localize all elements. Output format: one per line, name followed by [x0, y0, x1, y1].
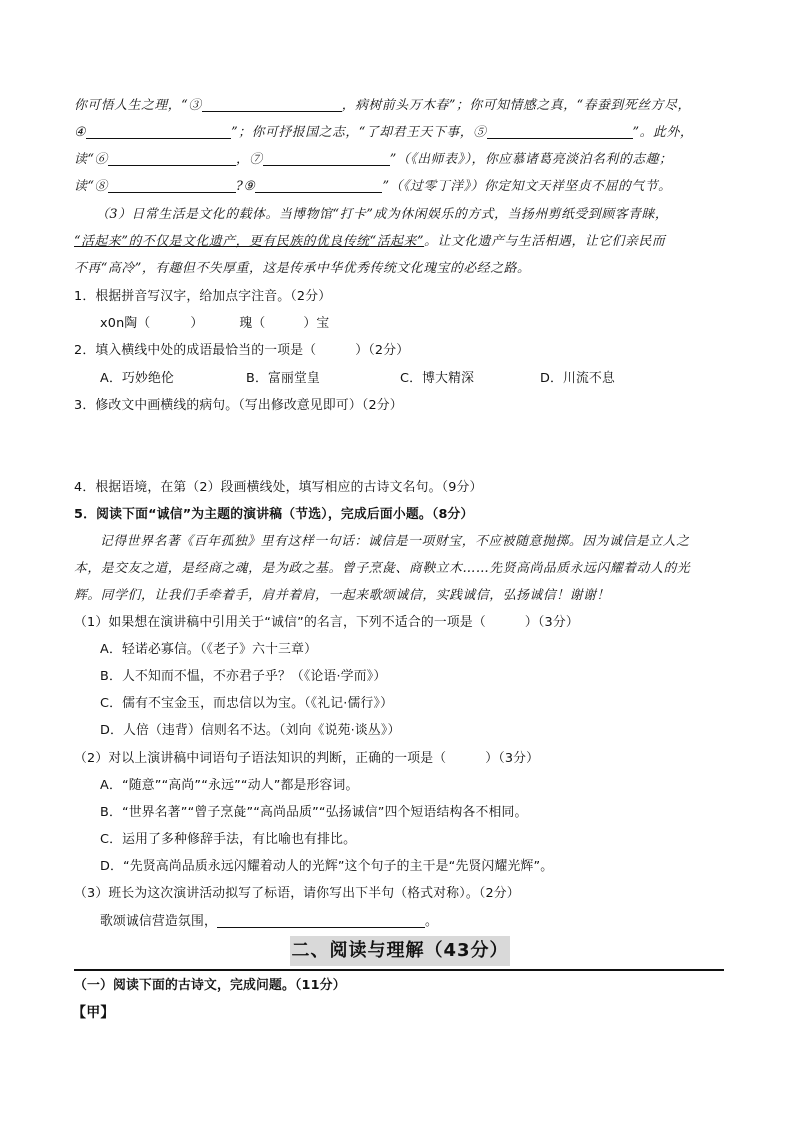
poem-fill-text: ，病树前头万木春”；你可知情感之真，“春蚕到死丝方尽， — [341, 98, 691, 113]
char-item-end: ）宝 — [303, 316, 330, 331]
poem-fill-line-4 — [74, 175, 724, 199]
slogan-end-mark: 。 — [424, 914, 438, 929]
sub-question-2-option-d[interactable]: D．“先贤高尚品质永远闪耀着动人的光辉”这个句子的主干是“先贤闪耀光辉”。 — [100, 859, 554, 874]
answer-blank-5[interactable] — [487, 122, 633, 139]
section-2-title: 二、阅读与理解（43分） — [290, 936, 510, 966]
poem-fill-text: ④ — [74, 125, 87, 140]
section-2-subheading: （一）阅读下面的古诗文，完成问题。（11分） — [74, 978, 346, 993]
option-c[interactable]: C．博大精深 — [400, 371, 475, 386]
section-2-header — [74, 936, 724, 970]
underlined-sentence: “活起来”的不仅是文化遗产，更有民族的优良传统“活起来” — [74, 234, 425, 249]
speech-line-2: 本，是交友之道，是经商之魂，是为政之基。曾子烹彘、商鞅立木……先贤高尚品质永远闪耀着动人的光 — [74, 561, 691, 576]
option-b[interactable]: B．富丽堂皇 — [246, 371, 320, 386]
slogan-line — [100, 910, 750, 934]
question-1-items — [100, 312, 750, 336]
paren-close: ） — [190, 316, 204, 331]
sub-question-2-stem: （2）对以上演讲稿中词语句子语法知识的判断，正确的一项是（ ）（3分） — [74, 751, 540, 766]
option-a[interactable]: A．巧妙绝伦 — [100, 371, 174, 386]
sub-question-3-stem: （3）班长为这次演讲活动拟写了标语，请你写出下半句（格式对称）。（2分） — [74, 886, 520, 901]
slogan-first-half: 歌颂诚信营造氛围， — [100, 914, 217, 929]
answer-blank-7[interactable] — [263, 149, 390, 166]
poem-fill-text: 你可悟人生之理，“③ — [74, 98, 202, 113]
question-3-stem: 3．修改文中画横线的病句。（写出修改意见即可）（2分） — [74, 398, 403, 413]
poem-fill-text: ”（《过零丁洋》）你定知文天祥坚贞不屈的气节。 — [382, 179, 672, 194]
poem-fill-line-3 — [74, 148, 724, 172]
speech-line-3: 辉。同学们，让我们手牵着手，肩并着肩，一起来歌颂诚信，实践诚信，弘扬诚信！谢谢！ — [74, 588, 610, 603]
poem-fill-text: ?⑨ — [235, 179, 256, 194]
question-1-stem: 1．根据拼音写汉字，给加点字注音。（2分） — [74, 289, 332, 304]
question-2-stem: 2．填入横线中处的成语最恰当的一项是（ ）（2分） — [74, 343, 410, 358]
answer-blank-4[interactable] — [86, 122, 231, 139]
poem-fill-text: ，⑦ — [235, 152, 263, 167]
answer-blank-9[interactable] — [255, 176, 382, 193]
sub-question-1-option-c[interactable]: C．儒有不宝金玉，而忠信以为宝。（《礼记·儒行》） — [100, 696, 394, 711]
poem-fill-text: 读“⑥ — [74, 152, 108, 167]
passage-label-jia: 【甲】 — [72, 1005, 115, 1021]
para3-line-2 — [74, 230, 724, 254]
slogan-answer-blank[interactable] — [217, 911, 425, 928]
answer-blank-8[interactable] — [108, 176, 236, 193]
para3-line-1: （3）日常生活是文化的载体。当博物馆“打卡”成为休闲娱乐的方式，当扬州剪纸受到顾客青睐， — [96, 207, 669, 222]
poem-fill-text: ”；你可抒报国之志，“了却君王天下事，⑤ — [231, 125, 487, 140]
sub-question-1-option-a[interactable]: A．轻诺必寡信。（《老子》六十三章） — [100, 642, 318, 657]
sub-question-2-option-a[interactable]: A．“随意”“高尚”“永远”“动人”都是形容词。 — [100, 778, 359, 793]
sub-question-2-option-b[interactable]: B．“世界名著”“曾子烹彘”“高尚品质”“弘扬诚信”四个短语结构各不相同。 — [100, 805, 528, 820]
sub-question-1-option-b[interactable]: B．人不知而不愠，不亦君子乎？（《论语·学而》） — [100, 669, 387, 684]
option-d[interactable]: D．川流不息 — [540, 371, 616, 386]
answer-blank-3[interactable] — [202, 95, 342, 112]
para3-line-3: 不再“高冷”，有趣但不失厚重，这是传承中华优秀传统文化瑰宝的必经之路。 — [74, 261, 531, 276]
poem-fill-text: ”（《出师表》），你应慕诸葛亮淡泊名利的志趣； — [389, 152, 673, 167]
speech-line-1: 记得世界名著《百年孤独》里有这样一句话：诚信是一项财宝，不应被随意抛掷。因为诚信是立人之 — [100, 534, 690, 549]
poem-fill-line-2 — [74, 121, 724, 145]
poem-fill-text: ”。此外， — [632, 125, 694, 140]
char-item: 瑰（ — [239, 316, 266, 331]
answer-blank-6[interactable] — [108, 149, 236, 166]
pinyin-item: x0n陶（ — [100, 316, 151, 331]
question-2-options — [100, 367, 750, 391]
question-5-stem: 5．阅读下面“诚信”为主题的演讲稿（节选），完成后面小题。（8分） — [74, 507, 474, 522]
sub-question-1-stem: （1）如果想在演讲稿中引用关于“诚信”的名言，下列不适合的一项是（ ）（3分） — [74, 615, 579, 630]
poem-fill-text: 读“⑧ — [74, 179, 108, 194]
sub-question-1-option-d[interactable]: D．人倍（违背）信则名不达。（刘向《说苑·谈丛》） — [100, 723, 401, 738]
sub-question-2-option-c[interactable]: C．运用了多种修辞手法，有比喻也有排比。 — [100, 832, 357, 847]
question-4-stem: 4．根据语境，在第（2）段画横线处，填写相应的古诗文名句。（9分） — [74, 480, 483, 495]
poem-fill-line-1 — [74, 94, 724, 118]
para3-text: 。让文化遗产与生活相遇，让它们亲民而 — [424, 234, 666, 249]
section-divider — [74, 969, 724, 971]
